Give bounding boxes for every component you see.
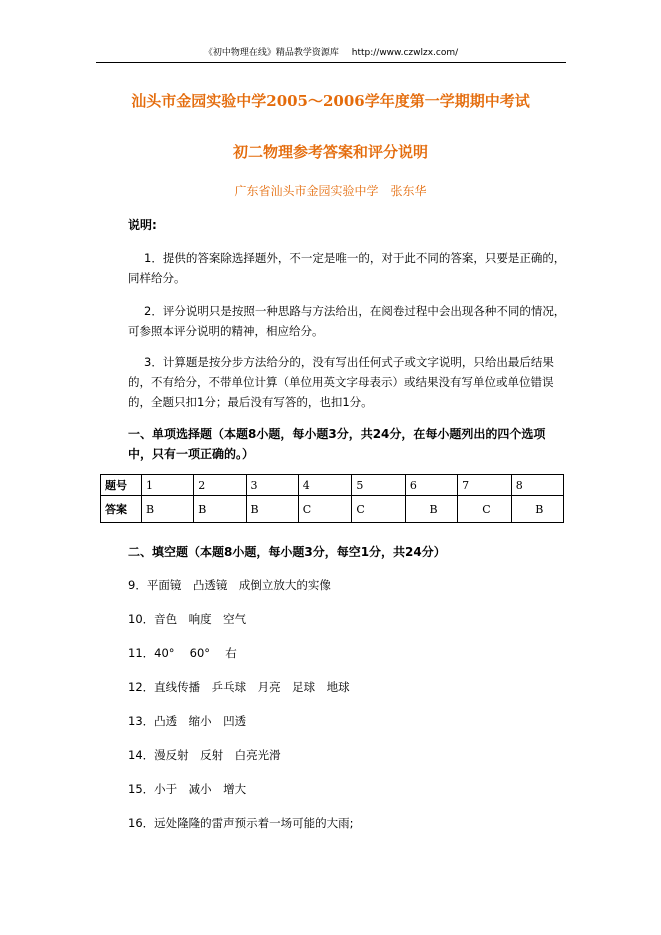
note-1: 1．提供的答案除选择题外，不一定是唯一的，对于此不同的答案，只要是正确的，同样给分。 [128,251,566,285]
fill-answer-16: 16．远处隆隆的雷声预示着一场可能的大雨; [128,816,354,830]
section-2-heading: 二、填空题（本题8小题，每小题3分，每空1分，共24分） [128,545,446,559]
fill-answer-11: 11．40° 60° 右 [128,646,237,660]
fill-answer-15: 15．小于 减小 增大 [128,782,247,796]
table-cell: 8 [511,475,563,496]
fill-answer-9: 9．平面镜 凸透镜 成倒立放大的实像 [128,578,331,592]
answer-table [100,474,564,523]
table-row [101,496,564,523]
table-cell: C [458,496,512,523]
header-url[interactable]: http://www.czwlzx.com/ [351,48,459,58]
note-3: 3．计算题是按分步方法给分的，没有写出任何式子或文字说明，只给出最后结果的，不有给分，不带单位计算（单位用英文字母表示）或结果没有写单位或单位错误的，全题只扣1分；最后没有写答的，也扣1分。 [128,355,554,409]
table-cell: B [511,496,563,523]
table-cell: 4 [298,475,352,496]
row-label-answer: 答案 [101,496,142,523]
table-cell: B [194,496,246,523]
table-cell: 3 [246,475,298,496]
author-line: 广东省汕头市金园实验中学 张东华 [234,184,427,198]
document-subtitle: 初二物理参考答案和评分说明 [232,143,428,161]
section-1-heading: 一、单项选择题（本题8小题，每小题3分，共24分，在每小题列出的四个选项中，只有一项正确的。） [128,427,546,461]
page-header [96,44,566,63]
table-cell: 5 [352,475,406,496]
note-2: 2．评分说明只是按照一种思路与方法给出，在阅卷过程中会出现各种不同的情况，可参照本评分说明的精神，相应给分。 [128,304,566,338]
header-site-name: 《初中物理在线》精品教学资源库 [203,48,339,58]
table-cell: 7 [458,475,512,496]
table-cell: 6 [405,475,457,496]
table-cell: B [246,496,298,523]
row-label-number: 题号 [101,475,142,496]
fill-answer-13: 13．凸透 缩小 凹透 [128,714,247,728]
table-cell: 2 [194,475,246,496]
document-title: 汕头市金园实验中学2005～2006学年度第一学期期中考试 [131,92,530,110]
table-row [101,475,564,496]
notes-heading: 说明: [128,218,157,232]
table-cell: C [352,496,406,523]
table-cell: 1 [142,475,194,496]
table-cell: B [405,496,457,523]
fill-answer-10: 10．音色 响度 空气 [128,612,247,626]
fill-answer-12: 12．直线传播 乒乓球 月亮 足球 地球 [128,680,350,694]
table-cell: B [142,496,194,523]
fill-answer-14: 14．漫反射 反射 白亮光滑 [128,748,281,762]
table-cell: C [298,496,352,523]
